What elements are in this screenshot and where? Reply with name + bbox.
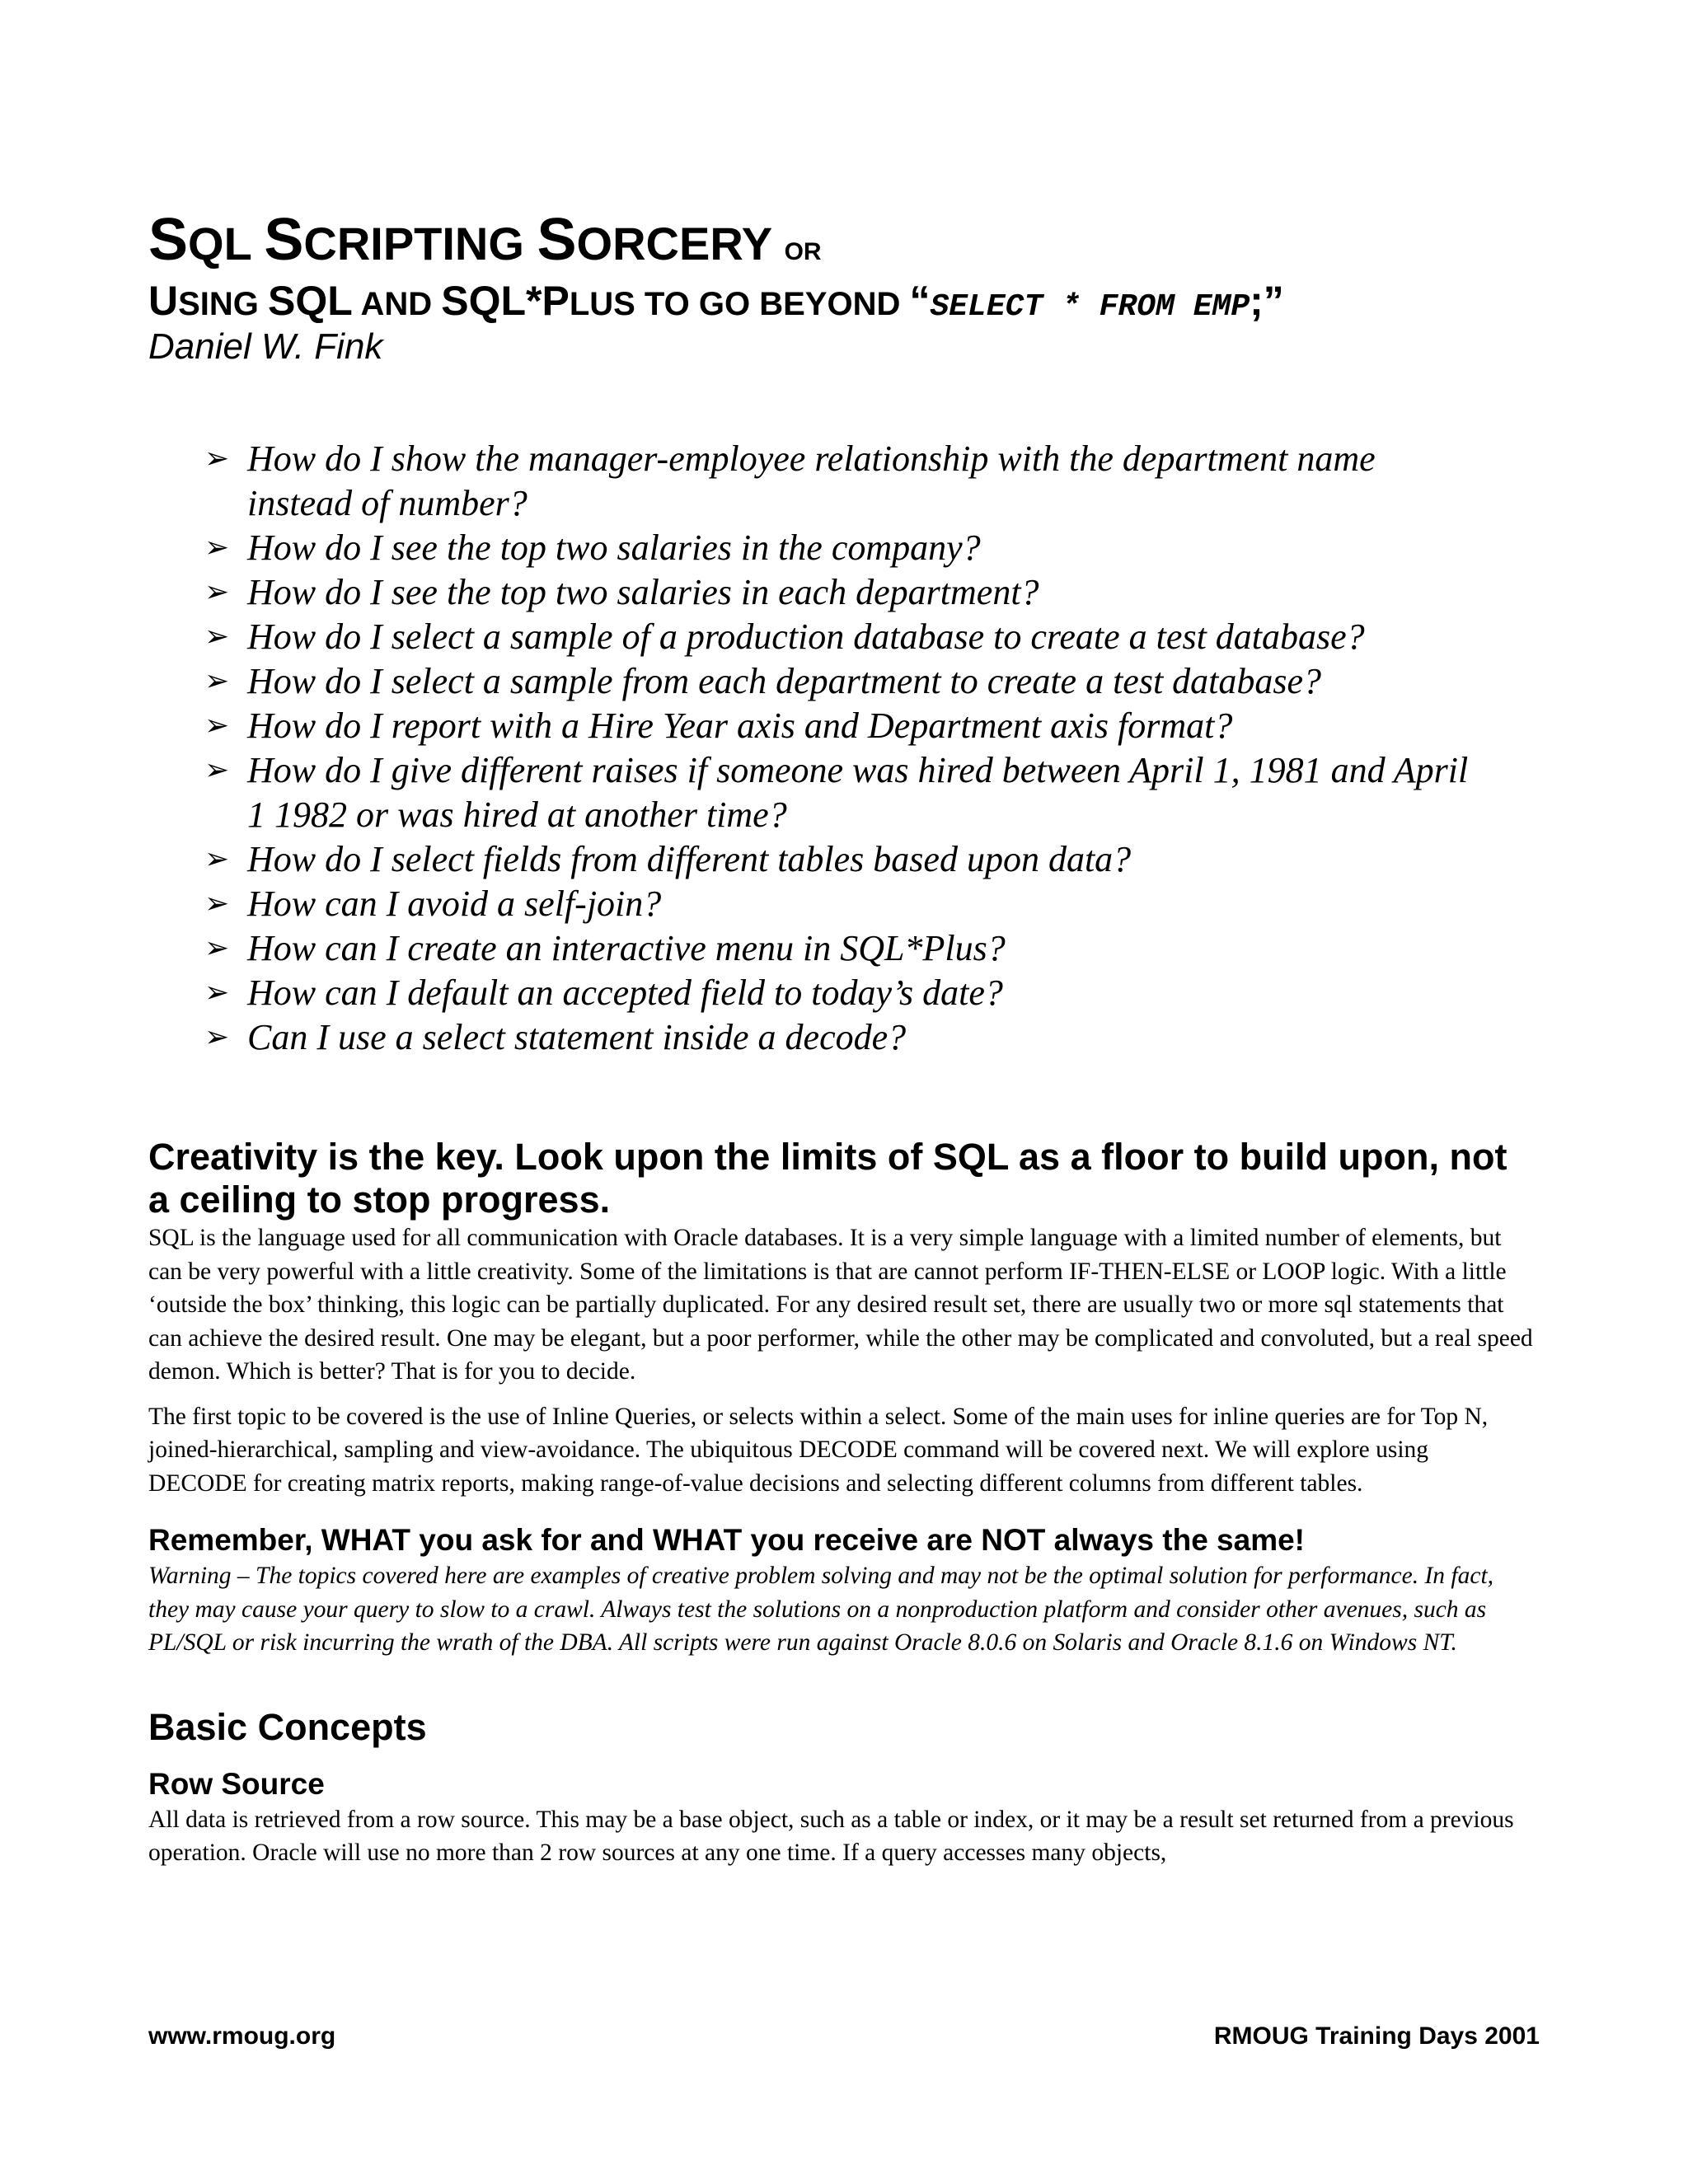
- basic-concepts-heading: Basic Concepts: [148, 1705, 427, 1748]
- title-code: SELECT * FROM EMP: [930, 288, 1250, 325]
- arrow-bullet-icon: ➢: [204, 442, 230, 476]
- row-source-heading: Row Source: [148, 1766, 325, 1801]
- title-sql: SQL: [268, 277, 353, 324]
- title-quote: “: [909, 277, 931, 324]
- footer-website: www.rmoug.org: [148, 2022, 336, 2050]
- title-cap: S: [537, 207, 577, 273]
- list-item: [204, 882, 1474, 926]
- question-text: How do I select a sample from each department to create a test database?: [247, 661, 1322, 702]
- list-item: [204, 615, 1474, 659]
- list-item: [204, 570, 1474, 615]
- title-sqlplus: SQL*P: [441, 277, 570, 324]
- arrow-bullet-icon: ➢: [204, 709, 230, 743]
- footer-event: RMOUG Training Days 2001: [1213, 2022, 1540, 2050]
- warning-paragraph: Warning – The topics covered here are examples of creative problem solving and may not be the optimal solution for performance. In fact, they may cause your query to slow to a crawl. Always test the solutions on a nonproduction platform and consider other avenues, such as PL/SQL or risk incurring the wrath of the DBA. All scripts were run against Oracle 8.0.6 on Solaris and Oracle 8.1.6 on Windows NT.: [148, 1563, 1494, 1657]
- document-page: [148, 206, 1533, 1870]
- list-item: [204, 971, 1474, 1015]
- title-quote-close: ;”: [1250, 277, 1284, 324]
- arrow-bullet-icon: ➢: [204, 931, 230, 966]
- remember-heading: Remember, WHAT you ask for and WHAT you receive are NOT always the same!: [148, 1523, 1306, 1558]
- arrow-bullet-icon: ➢: [204, 842, 230, 877]
- title-cap: S: [148, 207, 189, 273]
- list-item: [204, 926, 1474, 971]
- creativity-paragraph-2: The first topic to be covered is the use of Inline Queries, or selects within a select. Some of the main uses for inline queries are for Top N, joined-hierarchical, sampling and view-avoidance. The ubiquitous DECODE command will be covered next. We will explore using DECODE for creating matrix reports, making range-of-value decisions and selecting different columns from different tables.: [148, 1403, 1489, 1497]
- arrow-bullet-icon: ➢: [204, 575, 230, 610]
- question-text: How do I select fields from different tables based upon data?: [247, 839, 1132, 880]
- title-smallcaps: QL: [188, 218, 265, 269]
- question-text: How can I default an accepted field to today’s date?: [247, 972, 1003, 1014]
- page-footer: [148, 2022, 1540, 2050]
- question-text: Can I use a select statement inside a decode?: [247, 1017, 907, 1058]
- title-cap: U: [148, 277, 179, 324]
- title-smallcaps: ORCERY: [576, 218, 785, 269]
- question-text: How do I give different raises if someone was hired between April 1, 1981 and April 1 1982 or was hired at another time?: [247, 750, 1469, 836]
- question-text: How do I see the top two salaries in each department?: [247, 572, 1039, 613]
- title-line-1: [148, 206, 1533, 274]
- row-source-paragraph: All data is retrieved from a row source. This may be a base object, such as a table or index, or it may be a result set returned from a previous operation. Oracle will use no more than 2 row sources at any one time. If a query accesses many objects,: [148, 1806, 1514, 1867]
- list-item: [204, 748, 1474, 837]
- list-item: [204, 437, 1474, 526]
- arrow-bullet-icon: ➢: [204, 531, 230, 565]
- list-item: [204, 526, 1474, 570]
- title-smallcaps: CRIPTING: [303, 218, 537, 269]
- title-or: OR: [784, 238, 822, 265]
- question-text: How do I see the top two salaries in the company?: [247, 527, 981, 569]
- author-name: Daniel W. Fink: [148, 326, 383, 368]
- title-smallcaps: AND: [352, 285, 442, 322]
- list-item: [204, 704, 1474, 748]
- question-text: How do I select a sample of a production database to create a test database?: [247, 616, 1365, 658]
- arrow-bullet-icon: ➢: [204, 753, 230, 788]
- list-item: [204, 837, 1474, 882]
- question-list: [204, 437, 1474, 1060]
- creativity-heading: Creativity is the key. Look upon the limits of SQL as a floor to build upon, not a ceiling to stop progress.: [148, 1136, 1507, 1221]
- arrow-bullet-icon: ➢: [204, 620, 230, 654]
- question-text: How can I create an interactive menu in SQL*Plus?: [247, 928, 1006, 969]
- question-text: How can I avoid a self-join?: [247, 883, 662, 925]
- title-smallcaps: LUS TO GO BEYOND: [569, 285, 910, 322]
- arrow-bullet-icon: ➢: [204, 1020, 230, 1055]
- title-smallcaps: SING: [178, 285, 269, 322]
- list-item: [204, 659, 1474, 704]
- question-text: How do I show the manager-employee relationship with the department name instead of number?: [247, 438, 1376, 524]
- list-item: [204, 1015, 1474, 1060]
- arrow-bullet-icon: ➢: [204, 976, 230, 1010]
- arrow-bullet-icon: ➢: [204, 887, 230, 921]
- creativity-paragraph-1: SQL is the language used for all communication with Oracle databases. It is a very simple language with a limited number of elements, but can be very powerful with a little creativity. Some of the limitations is that are cannot perform IF-THEN-ELSE or LOOP logic. With a little ‘outside the box’ thinking, this logic can be partially duplicated. For any desired result set, there are usually two or more sql statements that can achieve the desired result. One may be elegant, but a poor performer, while the other may be complicated and convoluted, but a real speed demon. Which is better? That is for you to decide.: [148, 1225, 1533, 1385]
- question-text: How do I report with a Hire Year axis and Department axis format?: [247, 705, 1233, 747]
- arrow-bullet-icon: ➢: [204, 664, 230, 699]
- title-line-2: [148, 278, 1533, 326]
- title-cap: S: [264, 207, 304, 273]
